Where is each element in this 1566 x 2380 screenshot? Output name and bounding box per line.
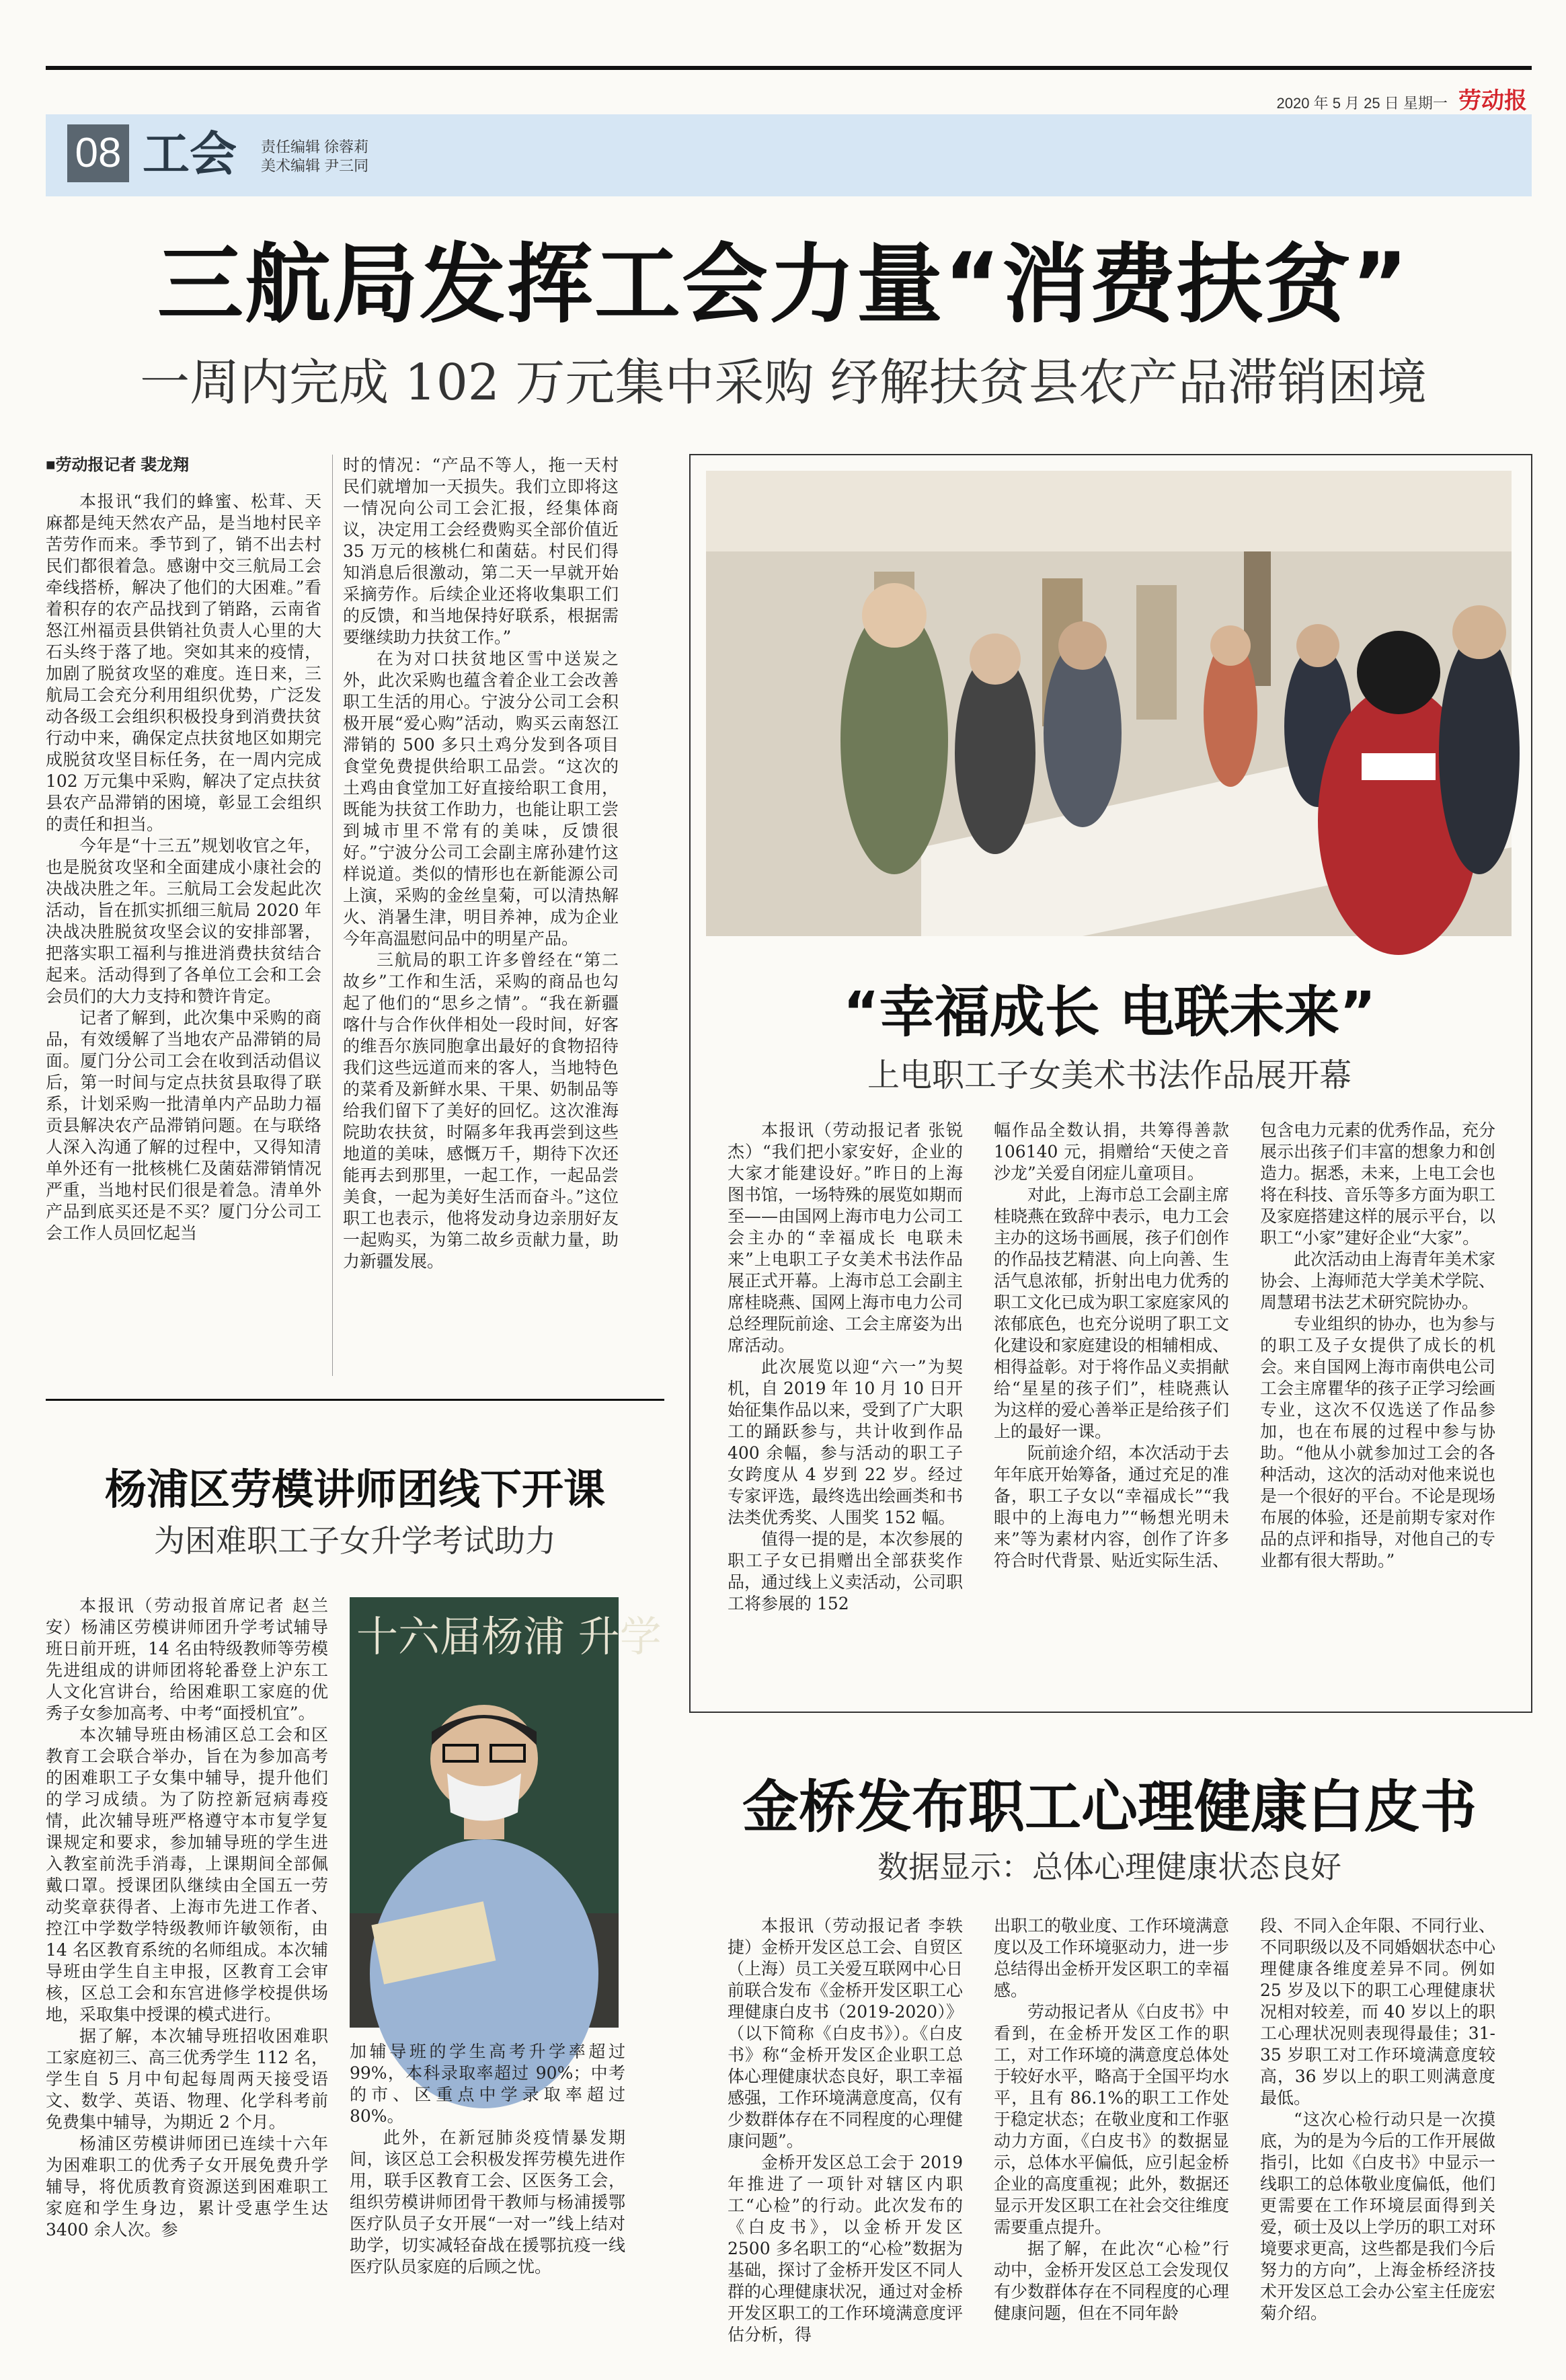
story1-headline: 三航局发挥工会力量“消费扶贫”: [157, 235, 1410, 335]
paragraph: 记者了解到，此次集中采购的商品，有效缓解了当地农产品滞销的局面。厦门分公司工会在收到活动倡议后，第一时间与定点扶贫县取得了联系，计划采购一批清单内产品助力福贡县解决农产品滞销问题。在与联络人深入沟通了解的过程中，又得知清单外还有一批核桃仁及菌菇滞销情况严重，当地村民们很是着急。清单外产品到底买还是不买？厦门分公司工会工作人员回忆起当: [46, 1008, 321, 1243]
story1-column-1: [46, 455, 321, 1244]
story3-column-2: [350, 2041, 625, 2278]
section-title: 工会: [143, 126, 237, 182]
story2-column-2: [994, 1120, 1229, 1572]
exhibition-photo: [706, 471, 1512, 936]
paragraph: 本报讯“我们的蜂蜜、松茸、天麻都是纯天然农产品，是当地村民辛苦劳作而来。季节到了，销不出去村民们都很着急。感谢中交三航局工会牵线搭桥，解决了他们的大困难。”看着积存的农产品找到了销路，云南省怒江州福贡县供销社负责人心里的大石头终于落了地。突如其来的疫情，加剧了脱贫攻坚的难度。连日来，三航局工会充分利用组织优势，广泛发动各级工会组织积极投身到消费扶贫行动中来，确保定点扶贫地区如期完成脱贫攻坚目标任务，在一周内完成 102 万元集中采购，解决了定点扶贫县农产品滞销的困境，彰显工会组织的责任和担当。: [46, 492, 321, 834]
story2-subhead: 上电职工子女美术书法作品展开幕: [867, 1057, 1352, 1094]
story3-column-1: [46, 1595, 328, 2241]
story4-headline: 金桥发布职工心理健康白皮书: [742, 1774, 1477, 1840]
paragraph: 包含电力元素的优秀作品，充分展示出孩子们丰富的想象力和创造力。据悉，未来，上电工会也将在科技、音乐等多方面为职工及家庭搭建这样的展示平台，以职工“小家”建好企业“大家”。: [1260, 1120, 1496, 1247]
paragraph: 金桥开发区总工会于 2019 年推进了一项针对辖区内职工“心检”的行动。此次发布的《白皮书》，以金桥开发区 2500 多名职工的“心检”数据为基础，探讨了金桥开发区不同人群的心理健康状况，通过对金桥开发区职工的工作环境满意度评估分析，得: [728, 2153, 964, 2344]
art-editor-line: 美术编辑 尹三同: [261, 157, 369, 174]
paragraph: 此外，在新冠肺炎疫情暴发期间，该区总工会积极发挥劳模先进作用，联手区教育工会、区医务工会，组织劳模讲师团骨干教师与杨浦援鄂医疗队员子女开展“一对一”线上结对助学，切实减轻奋战在援鄂抗疫一线医疗队员家庭的后顾之忧。: [350, 2128, 625, 2276]
column-divider: [332, 455, 333, 1376]
story3-headline: 杨浦区劳模讲师团线下开课: [104, 1465, 605, 1514]
paragraph: 本报讯（劳动报记者 李轶捷）金桥开发区总工会、自贸区（上海）员工关爱互联网中心日前联合发布《金桥开发区职工心理健康白皮书（2019-2020）》（以下简称《白皮书》）。《白皮书》称“金桥开发区企业职工总体心理健康状态良好，职工幸福感强，工作环境满意度高，仅有少数群体存在不同程度的心理健康问题”。: [728, 1916, 964, 2151]
page-number: 08: [67, 124, 129, 182]
paragraph: 本次辅导班由杨浦区总工会和区教育工会联合举办，旨在为参加高考的困难职工子女集中辅导，提升他们的学习成绩。为了防控新冠病毒疫情，此次辅导班严格遵守本市复学复课规定和要求，参加辅导班的学生进入教室前洗手消毒，上课期间全部佩戴口罩。授课团队继续由全国五一劳动奖章获得者、上海市先进工作者、控江中学数学特级教师许敏领衔，由 14 名区教育系统的名师组成。本次辅导班由学生自主申报，区教育工会审核，区总工会和东宫进修学校提供场地，采取集中授课的模式进行。: [46, 1725, 328, 2024]
paragraph: 本报讯（劳动报首席记者 赵兰安）杨浦区劳模讲师团升学考试辅导班日前开班，14 名由特级教师等劳模先进组成的讲师团将轮番登上沪东工人文化宫讲台，给困难职工家庭的优秀子女参加高考、中考“面授机宜”。: [46, 1596, 328, 1723]
paragraph: 在为对口扶贫地区雪中送炭之外，此次采购也蕴含着企业工会改善职工生活的用心。宁波分公司工会积极开展“爱心购”活动，购买云南怒江滞销的 500 多只土鸡分发到各项目食堂免费提供给职工品尝。“这次的土鸡由食堂加工好直接给职工食用，既能为扶贫工作助力，也能让职工尝到城市里不常有的美味，反馈很好。”宁波分公司工会副主席孙建竹这样说道。类似的情形也在新能源公司上演，采购的金丝皇菊，可以清热解火、消暑生津，明目养神，成为企业今年高温慰问品中的明星产品。: [343, 649, 619, 948]
story2-column-1: [728, 1120, 963, 1615]
story1-byline: ■劳动报记者 裴龙翔: [46, 456, 190, 474]
paragraph: 此次活动由上海青年美术家协会、上海师范大学美术学院、周慧珺书法艺术研究院协办。: [1260, 1250, 1496, 1312]
paragraph: 本报讯（劳动报记者 张锐杰）“我们把小家安好，企业的大家才能建设好。”昨日的上海图书馆，一场特殊的展览如期而至——由国网上海市电力公司工会主办的“幸福成长 电联未来”上电职工子女美术书法作品展正式开幕。上海市总工会副主席桂晓燕、国网上海市电力公司总经理阮前途、工会主席姿为出席活动。: [728, 1120, 964, 1355]
paragraph: 三航局的职工许多曾经在“第二故乡”工作和生活，采购的商品也勾起了他们的“思乡之情”。“我在新疆喀什与合作伙伴相处一段时间，好客的维吾尔族同胞拿出最好的食物招待我们这些远道而来的客人，当地特色的菜肴及新鲜水果、干果、奶制品等给我们留下了美好的回忆。这次淮海院助农扶贫，时隔多年我再尝到这些地道的美味，感慨万千，期待下次还能再去到那里，一起工作，一起品尝美食，一起为美好生活而奋斗。”这位职工也表示，他将发动身边亲朋好友一起购买，为第二故乡贡献力量，助力新疆发展。: [343, 950, 619, 1271]
board-text: 十六届杨浦 升学: [356, 1612, 662, 1661]
lecturer-photo: [350, 1597, 662, 2028]
story-separator: [46, 1399, 664, 1401]
story4-column-3: [1260, 1915, 1495, 2324]
paragraph: 值得一提的是，本次参展的职工子女已捐赠出全部获奖作品，通过线上义卖活动，公司职工将参展的 152: [728, 1529, 964, 1613]
story4-column-1: [728, 1915, 963, 2346]
top-rule: [46, 66, 1532, 70]
paragraph: 时的情况：“产品不等人，拖一天村民们就增加一天损失。我们立即将这一情况向公司工会汇报，经集体商议，决定用工会经费购买全部价值近 35 万元的核桃仁和菌菇。村民们得知消息后很激动，第二天一早就开始采摘劳作。后续企业还将收集职工们的反馈，和当地保持好联系，根据需要继续助力扶贫工作。”: [343, 455, 619, 647]
paragraph: 杨浦区劳模讲师团已连续十六年为困难职工的优秀子女开展免费升学辅导，将优质教育资源送到困难职工家庭和学生身边，累计受惠学生达 3400 余人次。参: [46, 2134, 328, 2239]
newspaper-logo: 劳动报: [1458, 87, 1527, 114]
story1-column-2: [343, 455, 619, 1272]
paragraph: 幅作品全数认捐，共筹得善款 106140 元，捐赠给“天使之音沙龙”关爱自闭症儿童项目。: [994, 1120, 1229, 1183]
paragraph: 出职工的敬业度、工作环境满意度以及工作环境驱动力，进一步总结得出金桥开发区职工的幸福感。: [994, 1916, 1230, 2000]
dateline: [1277, 82, 1527, 115]
paragraph: 今年是“十三五”规划收官之年，也是脱贫攻坚和全面建成小康社会的决战决胜之年。三航局工会发起此次活动，旨在抓实抓细三航局 2020 年决战决胜脱贫攻坚会议的安排部署，把落实职工福利与推进消费扶贫结合起来。活动得到了各单位工会和工会会员们的大力支持和赞许肯定。: [46, 836, 321, 1006]
paragraph: 据了解，本次辅导班招收困难职工家庭初三、高三优秀学生 112 名，学生自 5 月中旬起每周两天接受语文、数学、英语、物理、化学科考前免费集中辅导，为期近 2 个月。: [46, 2026, 328, 2132]
editor-line: 责任编辑 徐蓉莉: [261, 139, 369, 155]
story4-subhead: 数据显示：总体心理健康状态良好: [877, 1849, 1341, 1885]
paragraph: 阮前途介绍，本次活动于去年年底开始筹备，通过充足的准备，职工子女以“幸福成长”“我眼中的上海电力”“畅想光明未来”等为素材内容，创作了许多符合时代背景、贴近实际生活、: [994, 1443, 1230, 1570]
story1-subhead: 一周内完成 102 万元集中采购 纾解扶贫县农产品滞销困境: [140, 354, 1427, 412]
paragraph: 段、不同入企年限、不同行业、不同职级以及不同婚姻状态中心理健康各维度差异不同。例如 25 岁及以下的职工心理健康状况相对较差，而 40 岁以上的职工心理状况则表现得最佳；31-35 岁职工对工作环境满意度较高，36 岁以上的职工则满意度最低。: [1260, 1916, 1496, 2108]
story2-headline: “幸福成长 电联未来”: [843, 981, 1376, 1044]
paragraph: 专业组织的协办，也为参与的职工及子女提供了成长的机会。来自国网上海市南供电公司工会主席瞿华的孩子正学习绘画专业，这次不仅选送了作品参加，也在布展的过程中参与协助。“他从小就参加过工会的各种活动，这次的活动对他来说也是一个很好的平台。不论是现场布展的体验，还是前期专家对作品的点评和指导，对他自己的专业都有很大帮助。”: [1260, 1314, 1496, 1570]
story2-column-3: [1260, 1120, 1495, 1572]
paragraph: 劳动报记者从《白皮书》中看到，在金桥开发区工作的职工，对工作环境的满意度总体处于较好水平，略高于全国平均水平，且有 86.1%的职工工作处于稳定状态；在敬业度和工作驱动力方面，《白皮书》的数据显示，总体水平偏低，应引起金桥企业的高度重视；此外，数据还显示开发区职工在社会交往维度需要重点提升。: [994, 2002, 1230, 2237]
issue-date: 2020 年 5 月 25 日 星期一: [1276, 95, 1448, 112]
paragraph: 对此，上海市总工会副主席桂晓燕在致辞中表示，电力工会主办的这场书画展，孩子们创作的作品技艺精湛、向上向善、生活气息浓郁，折射出电力优秀的职工文化已成为职工家庭家风的浓郁底色，也充分说明了职工文化建设和家庭建设的相辅相成、相得益彰。对于将作品义卖捐献给“星星的孩子们”，桂晓燕认为这样的爱心善举正是给孩子们上的最好一课。: [994, 1185, 1230, 1441]
paragraph: “这次心检行动只是一次摸底，为的是为今后的工作开展做指引，比如《白皮书》中显示一线职工的总体敬业度偏低，他们更需要在工作环境层面得到关爱，硕士及以上学历的职工对环境要求更高，这些都是我们今后努力的方向”，上海金桥经济技术开发区总工会办公室主任庞宏菊介绍。: [1260, 2110, 1496, 2323]
editor-credits: [261, 138, 368, 176]
paragraph: 据了解，在此次“心检”行动中，金桥开发区总工会发现仅有少数群体存在不同程度的心理健康问题，但在不同年龄: [994, 2239, 1230, 2323]
paragraph: 此次展览以迎“六一”为契机，自 2019 年 10 月 10 日开始征集作品以来，受到了广大职工的踊跃参与，共计收到作品 400 余幅，参与活动的职工子女跨度从 4 岁到 22 岁。经过专家评选，最终选出绘画类和书法类优秀奖、人围奖 152 幅。: [728, 1357, 964, 1527]
paragraph: 加辅导班的学生高考升学率超过 99%，本科录取率超过 90%；中考的市、区重点中学录取率超过 80%。: [350, 2042, 625, 2126]
story4-column-2: [994, 1915, 1229, 2324]
story3-subhead: 为困难职工子女升学考试助力: [154, 1523, 556, 1559]
